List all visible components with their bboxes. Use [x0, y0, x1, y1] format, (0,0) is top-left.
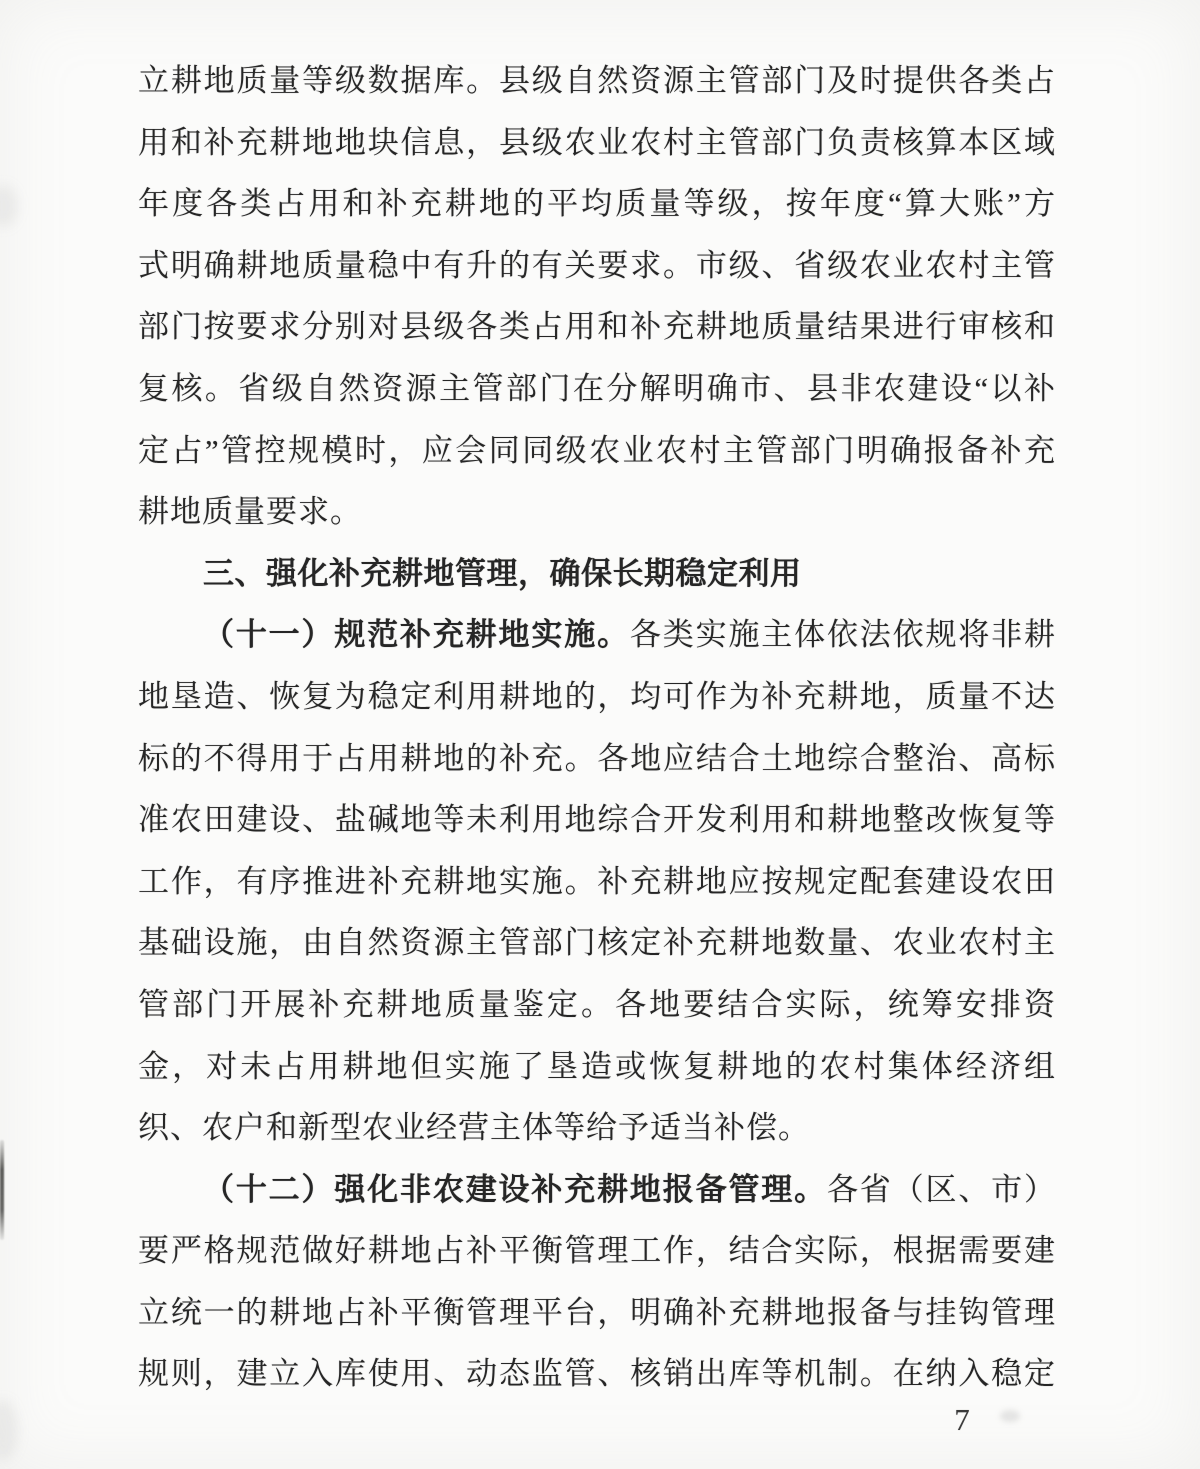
text-line — [138, 296, 1056, 358]
text-run: 准农田建设、盐碱地等未利用地综合开发利用和耕地整改恢复等 — [138, 802, 1056, 838]
text-run-bold: （十一）规范补充耕地实施。 — [203, 617, 630, 653]
text-line — [138, 912, 1056, 974]
text-run: 式明确耕地质量稳中有升的有关要求。市级、省级农业农村主管 — [138, 247, 1056, 283]
text-line — [138, 50, 1056, 112]
text-run: 织、农户和新型农业经营主体等给予适当补偿。 — [138, 1110, 810, 1146]
scan-smudge — [1000, 1410, 1020, 1422]
scan-smudge — [0, 185, 18, 227]
text-line — [138, 604, 1056, 666]
document-body — [138, 50, 1056, 1405]
text-line — [138, 974, 1056, 1036]
text-run: 金，对未占用耕地但实施了垦造或恢复耕地的农村集体经济组 — [138, 1048, 1056, 1084]
section-heading — [138, 543, 1056, 605]
text-run: 部门按要求分别对县级各类占用和补充耕地质量结果进行审核和 — [138, 309, 1056, 345]
text-line — [138, 481, 1056, 543]
text-run: 各类实施主体依法依规将非耕 — [629, 617, 1057, 653]
scan-artifact-left-edge — [0, 1140, 4, 1240]
text-run: 立统一的耕地占补平衡管理平台，明确补充耕地报备与挂钩管理 — [138, 1294, 1056, 1330]
page-number: 7 — [954, 1402, 970, 1437]
text-line — [138, 1036, 1056, 1098]
text-line — [138, 789, 1056, 851]
text-run: 要严格规范做好耕地占补平衡管理工作，结合实际，根据需要建 — [138, 1233, 1056, 1269]
text-line — [138, 1220, 1056, 1282]
text-run: 定占”管控规模时，应会同同级农业农村主管部门明确报备补充 — [138, 432, 1056, 468]
text-line — [138, 1343, 1056, 1405]
text-run: 工作，有序推进补充耕地实施。补充耕地应按规定配套建设农田 — [138, 863, 1056, 899]
text-line — [138, 112, 1056, 174]
text-run: 规则，建立入库使用、动态监管、核销出库等机制。在纳入稳定 — [138, 1356, 1056, 1392]
text-line — [138, 420, 1056, 482]
scan-smudge — [0, 1400, 18, 1460]
text-run: 基础设施，由自然资源主管部门核定补充耕地数量、农业农村主 — [138, 925, 1056, 961]
text-line — [138, 358, 1056, 420]
text-line — [138, 1097, 1056, 1159]
text-line — [138, 666, 1056, 728]
text-run: 各省（区、市） — [826, 1171, 1057, 1207]
text-run: 复核。省级自然资源主管部门在分解明确市、县非农建设“以补 — [138, 370, 1056, 406]
text-line — [138, 728, 1056, 790]
text-run-bold: （十二）强化非农建设补充耕地报备管理。 — [203, 1171, 827, 1207]
text-run: 标的不得用于占用耕地的补充。各地应结合土地综合整治、高标 — [138, 740, 1056, 776]
text-line — [138, 1282, 1056, 1344]
text-run: 管部门开展补充耕地质量鉴定。各地要结合实际，统筹安排资 — [138, 986, 1056, 1022]
text-run-bold: 三、强化补充耕地管理，确保长期稳定利用 — [203, 555, 802, 591]
text-run: 地垦造、恢复为稳定利用耕地的，均可作为补充耕地，质量不达 — [138, 678, 1056, 714]
text-run: 立耕地质量等级数据库。县级自然资源主管部门及时提供各类占 — [138, 63, 1056, 98]
text-run: 年度各类占用和补充耕地的平均质量等级，按年度“算大账”方 — [138, 186, 1056, 222]
text-line — [138, 173, 1056, 235]
text-line — [138, 235, 1056, 297]
text-run: 耕地质量要求。 — [138, 494, 362, 530]
text-line — [138, 851, 1056, 913]
text-run: 用和补充耕地地块信息，县级农业农村主管部门负责核算本区域 — [138, 124, 1056, 160]
text-line — [138, 1159, 1056, 1221]
